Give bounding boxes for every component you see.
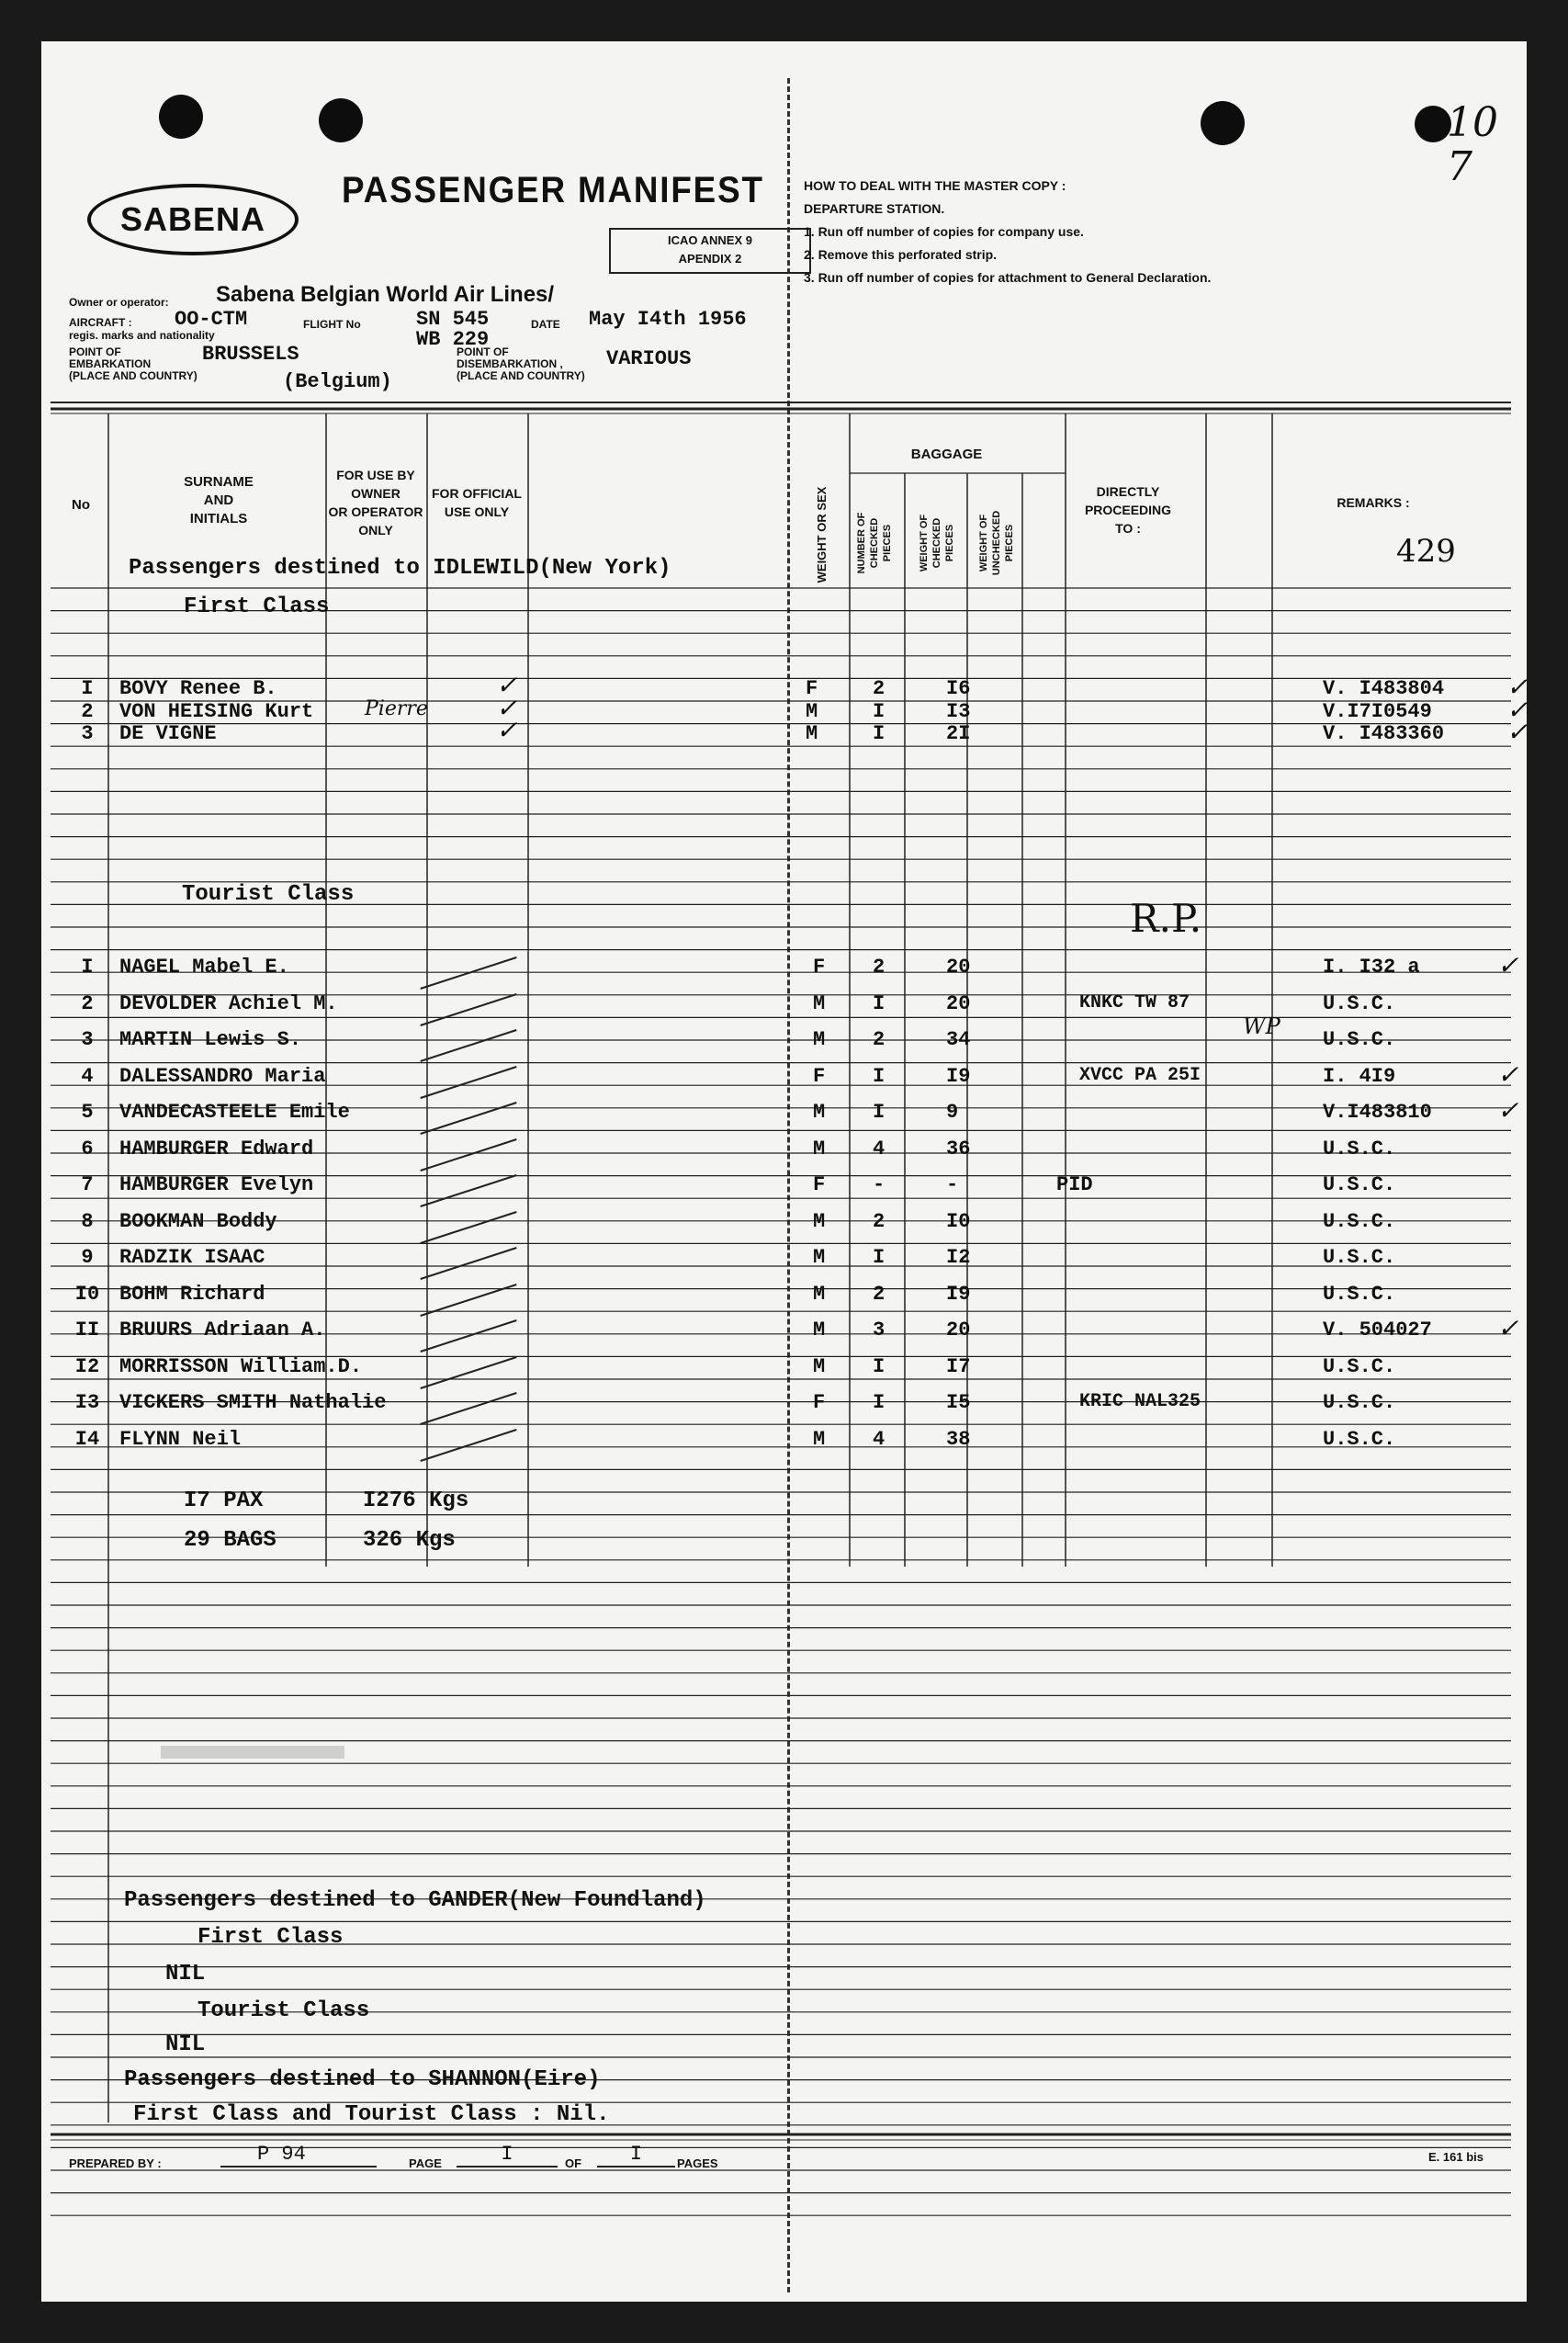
- disembark-label: POINT OF: [457, 345, 509, 358]
- first-class-row-no: I: [81, 677, 94, 700]
- tourist-class-row-sex: F: [813, 1064, 826, 1088]
- prepared-value: P 94: [220, 2143, 377, 2168]
- check-mark: ✓: [1497, 1313, 1519, 1343]
- flight-value-2: WB 229: [416, 328, 490, 351]
- instructions-sub: DEPARTURE STATION.: [804, 201, 945, 216]
- check-mark: ✓: [1497, 1058, 1519, 1090]
- gander-tourist-class: Tourist Class: [197, 1998, 370, 2023]
- icao-line-2: APENDIX 2: [678, 252, 742, 266]
- first-class-row-weight: 2I: [946, 722, 971, 746]
- tourist-class-row-sex: M: [813, 1354, 826, 1378]
- col-owner-header: FOR USE BY OWNER OR OPERATOR ONLY: [328, 468, 423, 538]
- tourist-class-row-name: HAMBURGER Evelyn: [119, 1173, 314, 1196]
- gander-first-nil: NIL: [165, 1962, 206, 1986]
- manifest-sheet: [41, 41, 1527, 2302]
- corner-note: 10 7: [1447, 99, 1498, 190]
- owner-label: Owner or operator:: [69, 296, 169, 309]
- tourist-class-row-sex: F: [813, 956, 826, 979]
- tourist-class-row-remarks: V. 504027: [1323, 1319, 1432, 1341]
- first-class-row-no: 3: [81, 722, 94, 746]
- tourist-class-row-name: NAGEL Mabel E.: [119, 956, 289, 979]
- tourist-class-row-pieces: I: [873, 1246, 886, 1269]
- owner-value: Sabena Belgian World Air Lines/: [216, 282, 555, 307]
- first-class-row-weight: I3: [946, 699, 971, 723]
- col-checked-header: NUMBER OF CHECKED PIECES: [856, 512, 893, 574]
- first-class-row-pieces: 2: [873, 677, 886, 700]
- tourist-class-row-sex: M: [813, 1028, 826, 1051]
- tourist-class-row-name: DALESSANDRO Maria: [119, 1064, 326, 1088]
- check-mark: ✓: [1506, 694, 1529, 725]
- tourist-class-row-pieces: I: [873, 1101, 886, 1124]
- col-official-header: FOR OFFICIAL USE ONLY: [432, 486, 522, 519]
- tourist-class-row-pieces: 2: [873, 1209, 886, 1233]
- first-class-row-no: 2: [81, 699, 94, 723]
- aircraft-sub: regis. marks and nationality: [69, 329, 215, 342]
- tourist-class-row-remarks: U.S.C.: [1323, 1209, 1396, 1233]
- destination-gander: Passengers destined to GANDER(New Foundland): [124, 1888, 706, 1913]
- tourist-class-row-proceeding: XVCC PA 25I: [1079, 1064, 1201, 1086]
- col-proceeding-header: DIRECTLY PROCEEDING TO :: [1084, 484, 1172, 536]
- first-class-row-remarks: V. I483804: [1323, 677, 1445, 700]
- check-mark: ✓: [1506, 717, 1529, 748]
- tourist-class-row-remarks: V.I483810: [1323, 1101, 1432, 1124]
- tourist-class-row-pieces: I: [873, 1064, 886, 1088]
- tourist-class-row-no: 9: [81, 1246, 94, 1269]
- tourist-class-row-remarks: U.S.C.: [1323, 1173, 1396, 1196]
- tourist-class-row-pieces: I: [873, 1354, 886, 1378]
- tourist-class-row-weight: 36: [946, 1137, 971, 1160]
- prepared-label: PREPARED BY :: [69, 2156, 162, 2170]
- tourist-class-row-sex: M: [813, 1246, 826, 1269]
- first-class-label: First Class: [184, 594, 330, 619]
- rp-note: R.P.: [1130, 896, 1202, 941]
- erased-smudge: [161, 1746, 344, 1759]
- tourist-class-row-name: DEVOLDER Achiel M.: [119, 991, 338, 1015]
- tourist-class-row-pieces: 4: [873, 1427, 886, 1451]
- gander-first-class: First Class: [197, 1925, 344, 1950]
- sabena-logo: SABENA: [87, 184, 299, 255]
- icao-line-1: ICAO ANNEX 9: [668, 233, 752, 247]
- col-baggage-header: BAGGAGE: [910, 447, 983, 462]
- tourist-class-row-no: I3: [74, 1391, 100, 1414]
- flight-label: FLIGHT No: [303, 318, 361, 331]
- tourist-class-row-remarks: I. 4I9: [1323, 1064, 1396, 1088]
- tourist-class-row-name: BRUURS Adriaan A.: [119, 1319, 326, 1341]
- tourist-class-row-remarks: U.S.C.: [1323, 1137, 1396, 1160]
- tourist-class-row-weight: 20: [946, 991, 971, 1015]
- tourist-class-row-no: I: [81, 956, 94, 979]
- first-class-row-name: VON HEISING Kurt: [119, 699, 314, 723]
- disembark-label: DISEMBARKATION ,: [457, 357, 563, 370]
- first-class-row-name: BOVY Renee B.: [119, 677, 277, 700]
- tourist-class-row-weight: I7: [946, 1354, 971, 1378]
- tourist-class-row-remarks: U.S.C.: [1323, 1282, 1396, 1306]
- tourist-class-row-no: 6: [81, 1137, 94, 1160]
- aircraft-label: AIRCRAFT :: [69, 316, 132, 329]
- first-class-row-pieces: I: [873, 722, 886, 746]
- embark-value: BRUSSELS: [202, 343, 299, 366]
- tourist-class-row-weight: 20: [946, 1319, 971, 1341]
- total-bags-weight: 326 Kgs: [363, 1528, 456, 1553]
- form-code: E. 161 bis: [1428, 2150, 1483, 2164]
- tourist-class-row-weight: I5: [946, 1391, 971, 1414]
- date-label: DATE: [531, 318, 560, 331]
- col-surname-header: SURNAME AND INITIALS: [184, 474, 254, 526]
- first-class-row-remarks: V. I483360: [1323, 722, 1445, 746]
- tourist-class-row-name: BOHM Richard: [119, 1282, 265, 1306]
- first-class-row-sex: M: [806, 699, 818, 723]
- gander-tourist-nil: NIL: [165, 2032, 206, 2057]
- check-mark: ✓: [1497, 950, 1519, 980]
- tourist-class-row-no: 3: [81, 1028, 94, 1051]
- tourist-class-row-no: 8: [81, 1209, 94, 1233]
- embark-label: (PLACE AND COUNTRY): [69, 369, 197, 382]
- destination-shannon: Passengers destined to SHANNON(Eire): [124, 2067, 601, 2092]
- tourist-class-row-weight: I9: [946, 1064, 971, 1088]
- check-mark: ✓: [496, 692, 518, 723]
- tourist-class-row-remarks: U.S.C.: [1323, 1427, 1396, 1451]
- tourist-class-row-no: 7: [81, 1173, 94, 1196]
- tourist-class-row-sex: M: [813, 1319, 826, 1341]
- tourist-class-row-name: FLYNN Neil: [119, 1427, 242, 1451]
- tourist-class-row-weight: 20: [946, 956, 971, 979]
- tourist-class-row-pieces: 3: [873, 1319, 886, 1341]
- tourist-class-label: Tourist Class: [182, 882, 355, 907]
- embark-value-country: (Belgium): [283, 370, 392, 393]
- tourist-class-row-no: I2: [74, 1354, 100, 1378]
- first-class-row-name: DE VIGNE: [119, 722, 217, 746]
- destination-idlewild: Passengers destined to IDLEWILD(New York): [129, 556, 671, 581]
- check-mark: ✓: [1506, 672, 1529, 702]
- tourist-class-row-pieces: 2: [873, 956, 886, 979]
- tourist-class-row-name: BOOKMAN Boddy: [119, 1209, 277, 1233]
- instruction-item: 1. Run off number of copies for company use.: [804, 224, 1084, 239]
- aircraft-value: OO-CTM: [175, 308, 248, 331]
- tourist-class-row-unchecked: PID: [1056, 1173, 1093, 1196]
- tourist-class-row-pieces: 2: [873, 1282, 886, 1306]
- tourist-class-row-name: HAMBURGER Edward: [119, 1137, 314, 1160]
- first-class-row-pieces: I: [873, 699, 886, 723]
- tourist-class-row-no: I4: [74, 1427, 100, 1451]
- handwritten-page-number: 429: [1396, 533, 1456, 570]
- col-remarks-header: REMARKS :: [1337, 495, 1410, 510]
- disembark-label: (PLACE AND COUNTRY): [457, 369, 585, 382]
- tourist-class-row-name: VICKERS SMITH Nathalie: [119, 1391, 387, 1414]
- first-class-row-remarks: V.I7I0549: [1323, 699, 1432, 723]
- tourist-class-row-sex: M: [813, 1427, 826, 1451]
- embark-label: POINT OF: [69, 345, 121, 358]
- instruction-item: 2. Remove this perforated strip.: [804, 247, 998, 262]
- tourist-class-row-remarks: U.S.C.: [1323, 1354, 1396, 1378]
- tourist-class-row-weight: I0: [946, 1209, 971, 1233]
- flight-value: SN 545: [416, 308, 490, 331]
- tourist-class-row-sex: M: [813, 1101, 826, 1124]
- tourist-class-row-name: VANDECASTEELE Emile: [119, 1101, 350, 1124]
- tourist-class-row-name: MARTIN Lewis S.: [119, 1028, 302, 1051]
- tourist-class-row-weight: I2: [946, 1246, 971, 1269]
- tourist-class-row-remarks: U.S.C.: [1323, 1246, 1396, 1269]
- tourist-class-row-proceeding: KRIC NAL325: [1079, 1391, 1201, 1412]
- manifest-grid: [41, 41, 1527, 2302]
- tourist-class-row-sex: M: [813, 991, 826, 1015]
- tourist-class-row-remarks: I. I32 a: [1323, 956, 1420, 979]
- tourist-class-row-no: I0: [74, 1282, 100, 1306]
- tourist-class-row-sex: F: [813, 1391, 826, 1414]
- first-class-row-sex: F: [806, 677, 818, 700]
- of-label: OF: [565, 2156, 582, 2170]
- total-pax-weight: I276 Kgs: [363, 1488, 469, 1513]
- tourist-class-row-name: MORRISSON William.D.: [119, 1354, 363, 1378]
- tourist-class-row-no: II: [74, 1319, 100, 1341]
- check-mark: ✓: [1497, 1095, 1519, 1126]
- page-value: I: [457, 2143, 558, 2168]
- tourist-class-row-no: 4: [81, 1064, 94, 1088]
- embark-label: EMBARKATION: [69, 357, 152, 370]
- tourist-class-row-pieces: I: [873, 991, 886, 1015]
- shannon-line: First Class and Tourist Class : Nil.: [133, 2102, 610, 2127]
- tourist-class-row-name: RADZIK ISAAC: [119, 1246, 265, 1269]
- pierre-note: Pierre: [365, 697, 428, 720]
- tourist-class-row-pieces: 2: [873, 1028, 886, 1051]
- pages-label: PAGES: [677, 2156, 718, 2170]
- total-pax: I7 PAX: [184, 1488, 264, 1513]
- tourist-class-row-pieces: 4: [873, 1137, 886, 1160]
- tourist-class-row-remarks: U.S.C.: [1323, 1391, 1396, 1414]
- tourist-class-row-weight: I9: [946, 1282, 971, 1306]
- tourist-class-row-sex: M: [813, 1209, 826, 1233]
- page-title: PASSENGER MANIFEST: [342, 170, 764, 210]
- tourist-class-row-weight: 38: [946, 1427, 971, 1451]
- tourist-class-row-pieces: -: [873, 1173, 886, 1196]
- disembark-value: VARIOUS: [606, 347, 692, 370]
- tourist-class-row-no: 5: [81, 1101, 94, 1124]
- instructions-heading: HOW TO DEAL WITH THE MASTER COPY :: [804, 178, 1066, 193]
- check-mark: ✓: [496, 715, 518, 746]
- total-bags: 29 BAGS: [184, 1528, 276, 1553]
- col-unchecked-header: WEIGHT OF UNCHECKED PIECES: [978, 510, 1015, 576]
- first-class-row-sex: M: [806, 722, 818, 746]
- page-label: PAGE: [409, 2156, 442, 2170]
- col-no-header: No: [72, 497, 90, 513]
- tourist-class-row-remarks: U.S.C.: [1323, 1028, 1396, 1051]
- col-weight-checked-header: WEIGHT OF CHECKED PIECES: [919, 514, 955, 572]
- tourist-class-row-proceeding: KNKC TW 87: [1079, 991, 1190, 1013]
- tourist-class-row-weight: 34: [946, 1028, 971, 1051]
- check-mark: ✓: [496, 670, 518, 700]
- wp-note: WP: [1243, 1013, 1280, 1039]
- col-weight-sex-header: WEIGHT OR SEX: [815, 486, 829, 583]
- tourist-class-row-remarks: U.S.C.: [1323, 991, 1396, 1015]
- of-value: I: [597, 2143, 675, 2168]
- first-class-row-weight: I6: [946, 677, 971, 700]
- tourist-class-row-sex: M: [813, 1282, 826, 1306]
- tourist-class-row-no: 2: [81, 991, 94, 1015]
- tourist-class-row-weight: -: [946, 1173, 959, 1196]
- instruction-item: 3. Run off number of copies for attachment to General Declaration.: [804, 270, 1212, 285]
- tourist-class-row-pieces: I: [873, 1391, 886, 1414]
- date-value: May I4th 1956: [589, 308, 747, 331]
- tourist-class-row-weight: 9: [946, 1101, 959, 1124]
- tourist-class-row-sex: M: [813, 1137, 826, 1160]
- tourist-class-row-sex: F: [813, 1173, 826, 1196]
